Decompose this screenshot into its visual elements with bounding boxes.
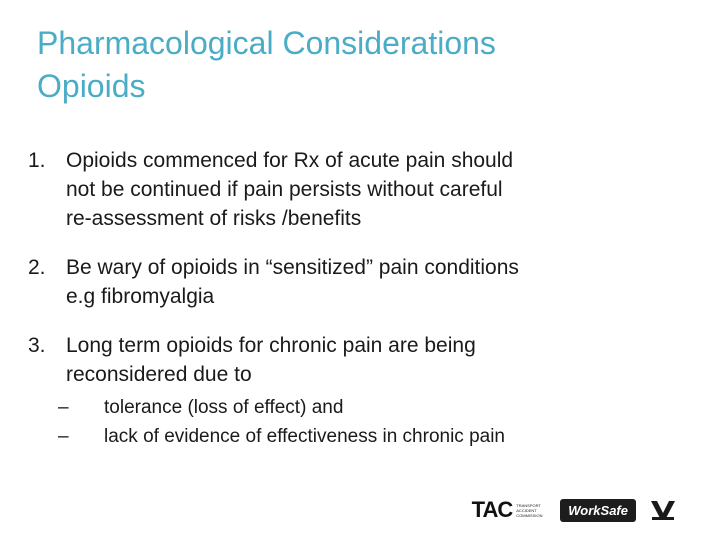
sub-list-item-text: lack of evidence of effectiveness in chronic pain [104, 426, 505, 447]
tac-logo [472, 497, 547, 523]
tac-logo-mark: TAC [471, 497, 513, 522]
victoria-logo [650, 499, 676, 521]
list-item [28, 331, 688, 451]
list-item-text: Long term opioids for chronic pain are being [66, 334, 476, 357]
list-item [28, 253, 688, 311]
numbered-list [28, 146, 688, 471]
tac-logo-subtitle: TRANSPORT ACCIDENT COMMISSION [516, 502, 543, 518]
footer-logos [472, 495, 676, 525]
dash-bullet: – [58, 426, 69, 447]
list-item-text: re-assessment of risks /benefits [66, 207, 362, 230]
list-item-text: not be continued if pain persists without careful [66, 178, 503, 201]
sub-list [28, 393, 688, 451]
sub-list-item [28, 422, 688, 451]
list-item-number: 2. [28, 256, 46, 279]
list-item [28, 146, 688, 233]
list-item-text: reconsidered due to [66, 363, 252, 386]
dash-bullet: – [58, 397, 69, 418]
list-item-text: Be wary of opioids in “sensitized” pain conditions [66, 256, 519, 279]
list-item-text: e.g fibromyalgia [66, 285, 215, 308]
sub-list-item-text: tolerance (loss of effect) and [104, 397, 344, 418]
list-item-number: 3. [28, 334, 46, 357]
worksafe-logo [560, 499, 636, 522]
worksafe-logo-text: WorkSafe [568, 502, 628, 518]
list-item-number: 1. [28, 149, 46, 172]
list-item-text: Opioids commenced for Rx of acute pain should [66, 149, 514, 172]
sub-list-item [28, 393, 688, 422]
slide-title [37, 22, 697, 108]
victoria-logo-icon [650, 499, 676, 521]
title-line-1: Pharmacological Considerations [37, 25, 496, 61]
title-line-2: Opioids [37, 68, 146, 104]
